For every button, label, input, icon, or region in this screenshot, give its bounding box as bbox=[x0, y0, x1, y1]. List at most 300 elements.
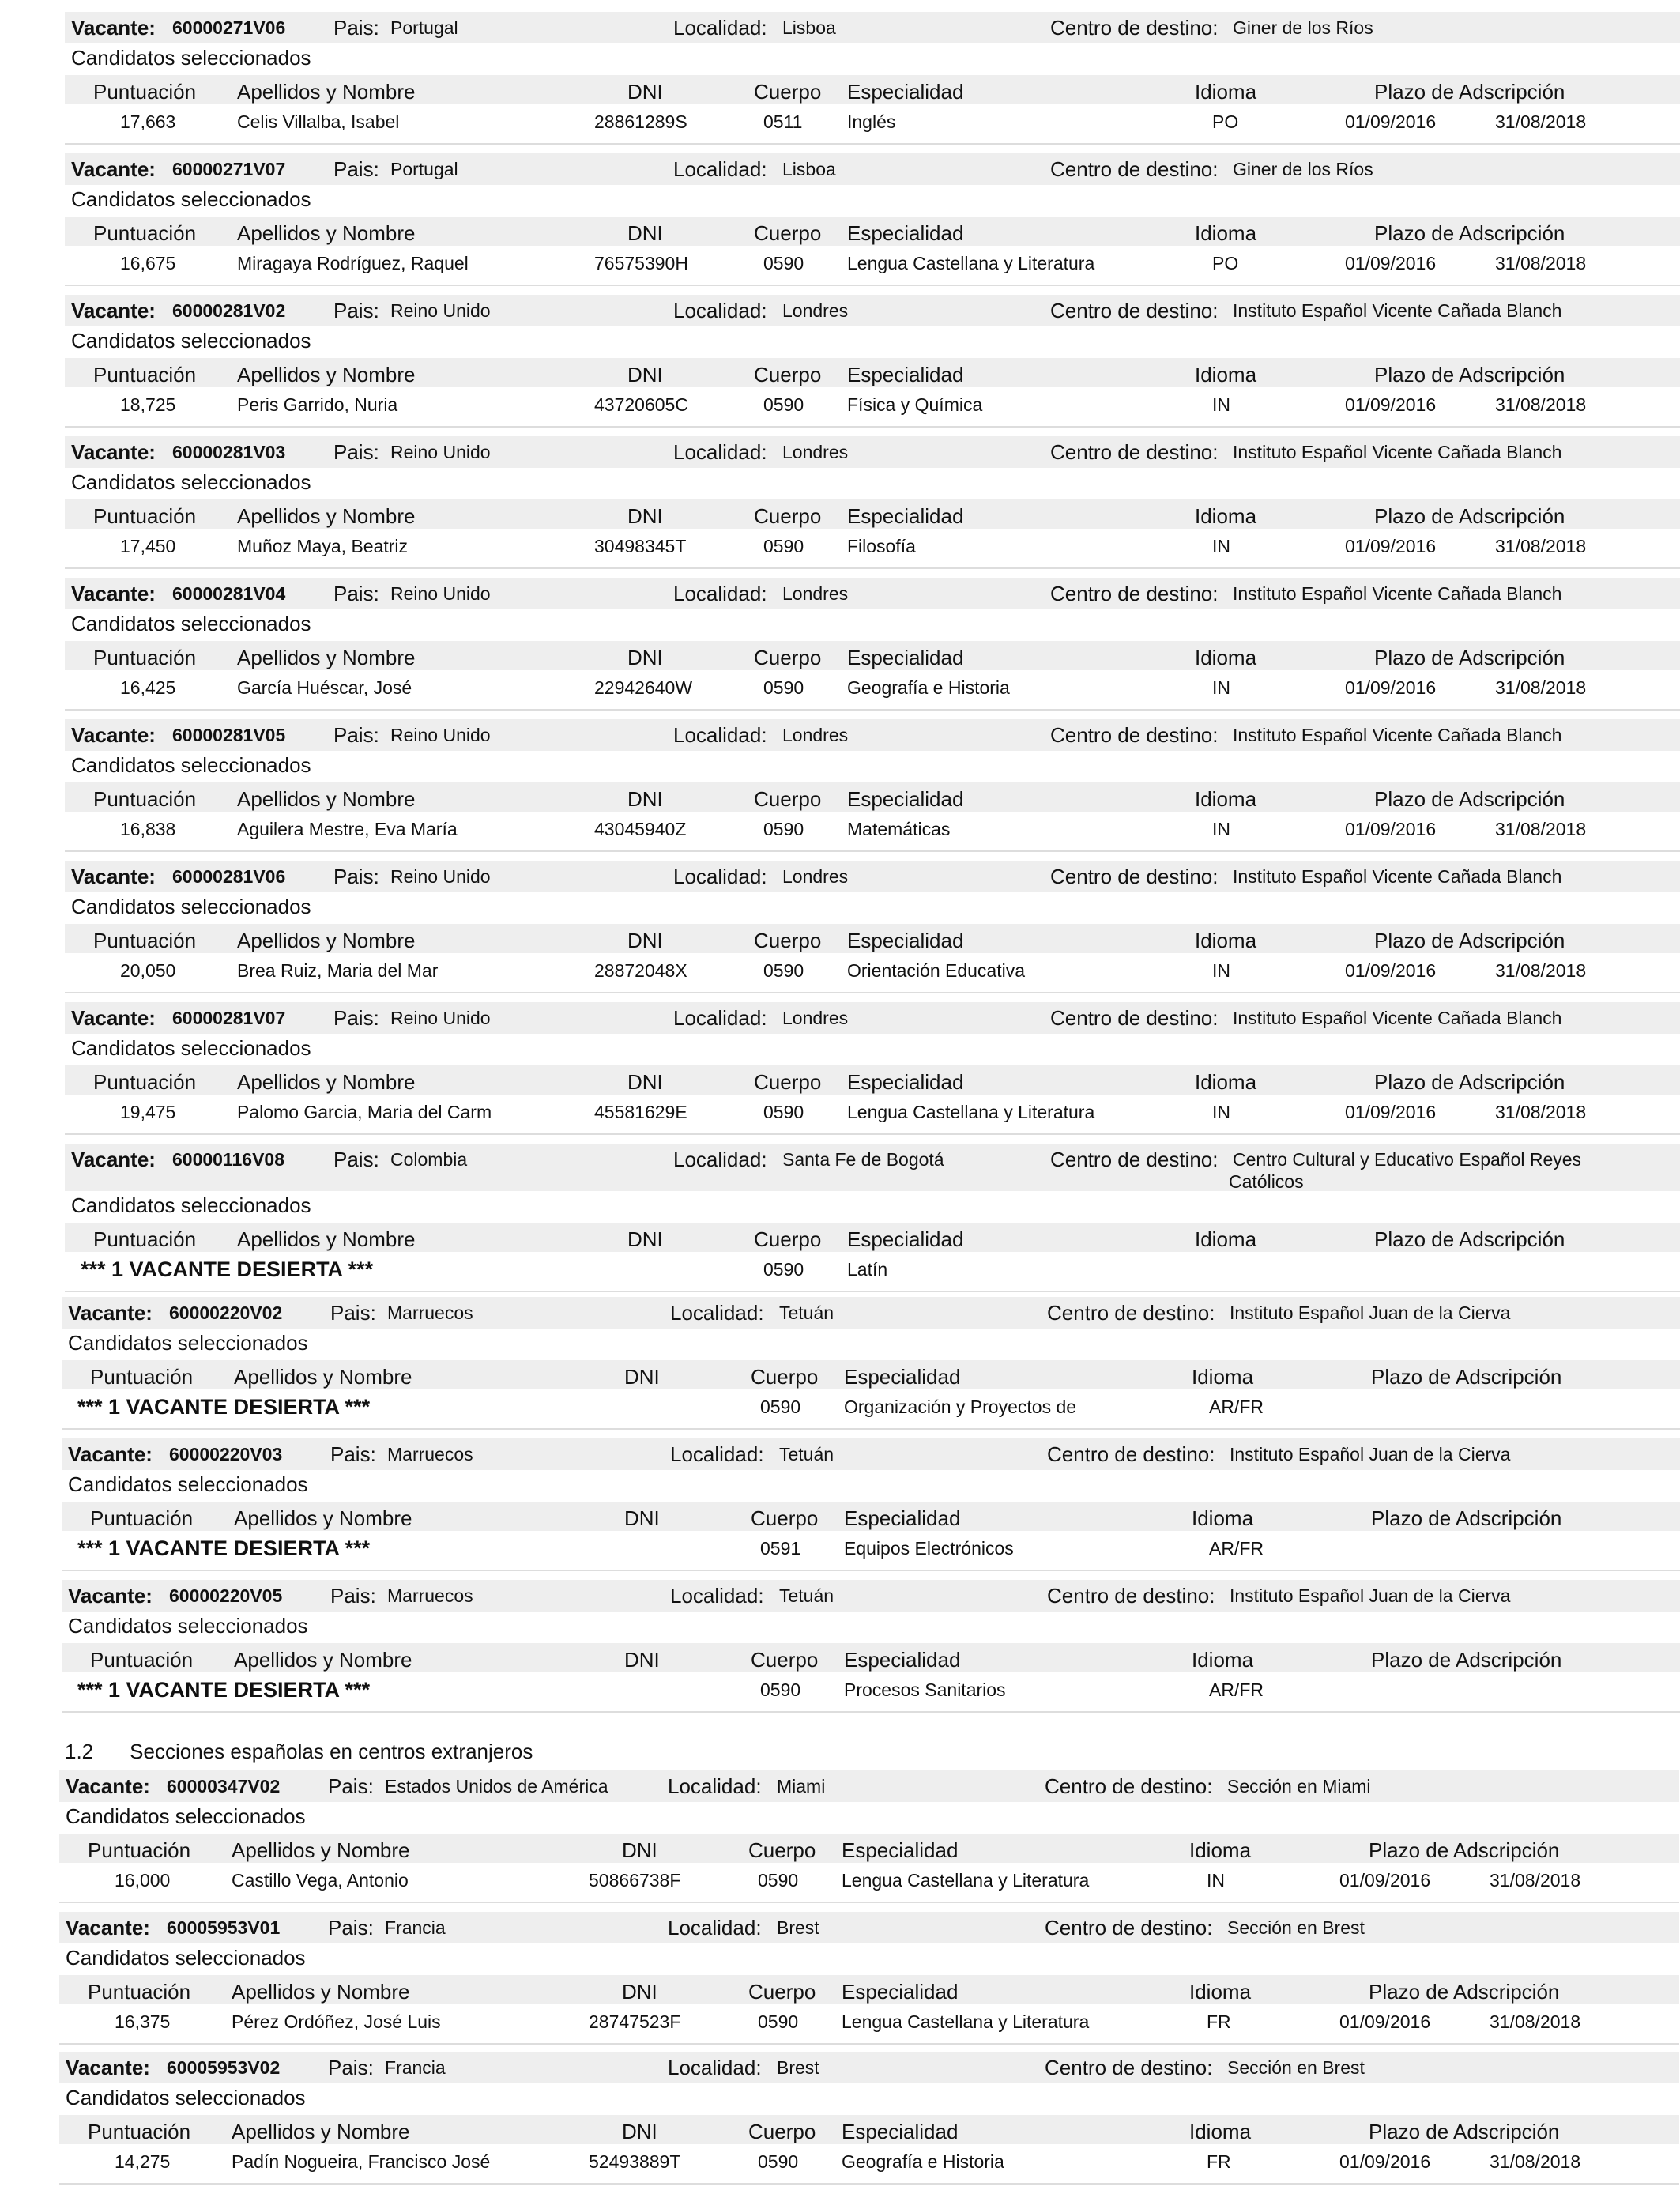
col-especialidad: Especialidad bbox=[847, 646, 964, 669]
vacante-id: 60000281V05 bbox=[172, 725, 286, 745]
cell-cuerpo: 0590 bbox=[763, 1259, 804, 1280]
vacante-label: Vacante: bbox=[66, 1916, 150, 1940]
vacante-id: 60000281V07 bbox=[172, 1008, 286, 1028]
cell-especialidad: Física y Química bbox=[847, 394, 983, 415]
candidatos-label: Candidatos seleccionados bbox=[68, 1472, 308, 1496]
cell-hasta: 31/08/2018 bbox=[1490, 2151, 1581, 2172]
col-especialidad: Especialidad bbox=[842, 1838, 959, 1862]
cell-nombre: Aguilera Mestre, Eva María bbox=[237, 819, 458, 839]
centro-label: Centro de destino: bbox=[1045, 2056, 1213, 2079]
localidad-value: Londres bbox=[782, 725, 849, 745]
cell-puntuacion: 17,450 bbox=[120, 536, 176, 556]
col-plazo: Plazo de Adscripción bbox=[1374, 221, 1565, 245]
col-cuerpo: Cuerpo bbox=[748, 1838, 816, 1862]
cell-dni: 76575390H bbox=[594, 253, 688, 273]
cell-especialidad: Orientación Educativa bbox=[847, 960, 1026, 981]
col-puntuacion: Puntuación bbox=[93, 80, 197, 104]
col-nombre: Apellidos y Nombre bbox=[234, 1506, 412, 1530]
col-cuerpo: Cuerpo bbox=[754, 363, 822, 386]
vacante-label: Vacante: bbox=[71, 723, 156, 747]
pais-label: Pais: bbox=[328, 1916, 374, 1940]
col-dni: DNI bbox=[627, 80, 663, 104]
candidatos-label: Candidatos seleccionados bbox=[71, 329, 311, 352]
centro-value: Instituto Español Juan de la Cierva bbox=[1230, 1444, 1511, 1465]
pais-label: Pais: bbox=[333, 582, 379, 605]
block-divider bbox=[62, 1711, 1680, 1713]
cell-cuerpo: 0590 bbox=[758, 1870, 799, 1891]
col-dni: DNI bbox=[627, 1070, 663, 1094]
localidad-value: Brest bbox=[777, 2057, 819, 2078]
cell-cuerpo: 0590 bbox=[763, 677, 804, 698]
block-divider bbox=[65, 709, 1680, 711]
vacante-id: 60000281V03 bbox=[172, 442, 286, 462]
localidad-label: Localidad: bbox=[673, 1148, 767, 1171]
localidad-value: Santa Fe de Bogotá bbox=[782, 1149, 944, 1170]
col-dni: DNI bbox=[627, 504, 663, 528]
cell-desde: 01/09/2016 bbox=[1339, 2011, 1431, 2032]
col-nombre: Apellidos y Nombre bbox=[232, 1980, 410, 2004]
pais-label: Pais: bbox=[330, 1301, 376, 1325]
pais-value: Reino Unido bbox=[390, 300, 491, 321]
centro-label: Centro de destino: bbox=[1050, 1148, 1219, 1171]
col-puntuacion: Puntuación bbox=[93, 504, 197, 528]
cell-idioma: AR/FR bbox=[1209, 1679, 1264, 1700]
pais-value: Marruecos bbox=[387, 1585, 473, 1606]
vacancy-header-band bbox=[59, 1912, 1679, 1943]
cell-hasta: 31/08/2018 bbox=[1495, 536, 1587, 556]
cell-cuerpo: 0590 bbox=[758, 2151, 799, 2172]
block-divider bbox=[65, 1133, 1680, 1135]
cell-puntuacion: 14,275 bbox=[115, 2151, 171, 2172]
vacante-id: 60000271V07 bbox=[172, 159, 286, 179]
col-plazo: Plazo de Adscripción bbox=[1374, 363, 1565, 386]
pais-label: Pais: bbox=[328, 2056, 374, 2079]
pais-value: Marruecos bbox=[387, 1302, 473, 1323]
col-puntuacion: Puntuación bbox=[90, 1648, 194, 1672]
cell-puntuacion: 20,050 bbox=[120, 960, 176, 981]
candidatos-label: Candidatos seleccionados bbox=[68, 1614, 308, 1638]
centro-label: Centro de destino: bbox=[1050, 1006, 1219, 1030]
col-plazo: Plazo de Adscripción bbox=[1374, 929, 1565, 952]
block-divider bbox=[62, 1570, 1680, 1571]
localidad-value: Lisboa bbox=[782, 159, 836, 179]
centro-label: Centro de destino: bbox=[1050, 440, 1219, 464]
col-nombre: Apellidos y Nombre bbox=[237, 221, 416, 245]
vacante-label: Vacante: bbox=[71, 16, 156, 40]
centro-label: Centro de destino: bbox=[1050, 16, 1219, 40]
localidad-label: Localidad: bbox=[668, 1916, 762, 1940]
localidad-value: Londres bbox=[782, 300, 849, 321]
block-divider bbox=[59, 2183, 1679, 2185]
col-cuerpo: Cuerpo bbox=[754, 221, 822, 245]
vacante-id: 60000347V02 bbox=[167, 1776, 281, 1796]
cell-dni: 43045940Z bbox=[594, 819, 687, 839]
cell-puntuacion: 16,375 bbox=[115, 2011, 171, 2032]
candidatos-label: Candidatos seleccionados bbox=[66, 1946, 306, 1970]
vacante-label: Vacante: bbox=[71, 1006, 156, 1030]
cell-desde: 01/09/2016 bbox=[1345, 111, 1437, 132]
vacante-id: 60000220V03 bbox=[169, 1444, 283, 1465]
col-nombre: Apellidos y Nombre bbox=[237, 646, 416, 669]
cell-hasta: 31/08/2018 bbox=[1495, 1102, 1587, 1122]
col-cuerpo: Cuerpo bbox=[754, 504, 822, 528]
col-idioma: Idioma bbox=[1192, 1506, 1254, 1530]
vacante-id: 60000281V06 bbox=[172, 866, 286, 887]
col-dni: DNI bbox=[627, 221, 663, 245]
col-puntuacion: Puntuación bbox=[93, 787, 197, 811]
col-plazo: Plazo de Adscripción bbox=[1374, 504, 1565, 528]
cell-puntuacion: 16,425 bbox=[120, 677, 176, 698]
cell-dni: 45581629E bbox=[594, 1102, 687, 1122]
col-nombre: Apellidos y Nombre bbox=[237, 363, 416, 386]
cell-idioma: FR bbox=[1207, 2151, 1231, 2172]
localidad-label: Localidad: bbox=[673, 16, 767, 40]
col-plazo: Plazo de Adscripción bbox=[1369, 2120, 1560, 2143]
vacante-label: Vacante: bbox=[71, 299, 156, 322]
pais-label: Pais: bbox=[333, 299, 379, 322]
pais-label: Pais: bbox=[330, 1442, 376, 1466]
pais-value: Estados Unidos de América bbox=[385, 1776, 608, 1796]
cell-dni: 43720605C bbox=[594, 394, 688, 415]
cell-dni: 28872048X bbox=[594, 960, 687, 981]
vacante-label: Vacante: bbox=[71, 440, 156, 464]
col-nombre: Apellidos y Nombre bbox=[237, 504, 416, 528]
col-nombre: Apellidos y Nombre bbox=[237, 80, 416, 104]
block-divider bbox=[65, 567, 1680, 569]
col-idioma: Idioma bbox=[1195, 787, 1257, 811]
centro-label: Centro de destino: bbox=[1050, 582, 1219, 605]
centro-label: Centro de destino: bbox=[1047, 1442, 1215, 1466]
cell-especialidad: Lengua Castellana y Literatura bbox=[847, 253, 1095, 273]
centro-label: Centro de destino: bbox=[1045, 1916, 1213, 1940]
col-puntuacion: Puntuación bbox=[88, 2120, 191, 2143]
section-number: 1.2 bbox=[65, 1740, 94, 1763]
col-especialidad: Especialidad bbox=[847, 1070, 964, 1094]
cell-desde: 01/09/2016 bbox=[1345, 536, 1437, 556]
cell-cuerpo: 0590 bbox=[763, 253, 804, 273]
vacante-id: 60000116V08 bbox=[172, 1149, 284, 1170]
cell-dni: 28747523F bbox=[589, 2011, 681, 2032]
col-idioma: Idioma bbox=[1195, 1227, 1257, 1251]
vacancy-header-band bbox=[65, 153, 1680, 185]
cell-especialidad: Lengua Castellana y Literatura bbox=[847, 1102, 1095, 1122]
pais-value: Reino Unido bbox=[390, 442, 491, 462]
cell-cuerpo: 0590 bbox=[763, 1102, 804, 1122]
pais-label: Pais: bbox=[333, 723, 379, 747]
block-divider bbox=[65, 143, 1680, 145]
centro-value: Instituto Español Vicente Cañada Blanch bbox=[1233, 866, 1562, 887]
cell-especialidad: Inglés bbox=[847, 111, 896, 132]
desierta-note: *** 1 VACANTE DESIERTA *** bbox=[77, 1678, 371, 1702]
localidad-value: Miami bbox=[777, 1776, 826, 1796]
cell-cuerpo: 0590 bbox=[763, 536, 804, 556]
block-divider bbox=[65, 850, 1680, 852]
candidatos-label: Candidatos seleccionados bbox=[71, 895, 311, 918]
localidad-label: Localidad: bbox=[673, 582, 767, 605]
pais-value: Francia bbox=[385, 2057, 446, 2078]
vacante-label: Vacante: bbox=[71, 1148, 156, 1171]
cell-nombre: Padín Nogueira, Francisco José bbox=[232, 2151, 491, 2172]
vacante-id: 60000281V04 bbox=[172, 583, 286, 604]
cell-especialidad: Organización y Proyectos de bbox=[844, 1397, 1077, 1417]
localidad-value: Londres bbox=[782, 866, 849, 887]
col-dni: DNI bbox=[627, 646, 663, 669]
centro-value: Instituto Español Juan de la Cierva bbox=[1230, 1302, 1511, 1323]
cell-cuerpo: 0590 bbox=[763, 819, 804, 839]
cell-cuerpo: 0511 bbox=[763, 111, 803, 132]
col-cuerpo: Cuerpo bbox=[748, 1980, 816, 2004]
block-divider bbox=[62, 1428, 1680, 1430]
col-nombre: Apellidos y Nombre bbox=[232, 2120, 410, 2143]
centro-value: Instituto Español Vicente Cañada Blanch bbox=[1233, 583, 1562, 604]
col-plazo: Plazo de Adscripción bbox=[1371, 1506, 1562, 1530]
cell-puntuacion: 16,675 bbox=[120, 253, 176, 273]
vacante-label: Vacante: bbox=[68, 1442, 153, 1466]
vacante-id: 60000220V02 bbox=[169, 1302, 283, 1323]
cell-hasta: 31/08/2018 bbox=[1495, 819, 1587, 839]
col-idioma: Idioma bbox=[1192, 1648, 1254, 1672]
col-idioma: Idioma bbox=[1195, 929, 1257, 952]
centro-value: Instituto Español Juan de la Cierva bbox=[1230, 1585, 1511, 1606]
col-idioma: Idioma bbox=[1195, 504, 1257, 528]
block-divider bbox=[59, 1902, 1679, 1903]
col-especialidad: Especialidad bbox=[844, 1506, 961, 1530]
centro-label: Centro de destino: bbox=[1050, 865, 1219, 888]
cell-idioma: PO bbox=[1212, 111, 1239, 132]
candidatos-label: Candidatos seleccionados bbox=[71, 1036, 311, 1060]
vacante-label: Vacante: bbox=[68, 1301, 153, 1325]
col-dni: DNI bbox=[624, 1506, 660, 1530]
col-nombre: Apellidos y Nombre bbox=[237, 929, 416, 952]
col-plazo: Plazo de Adscripción bbox=[1371, 1365, 1562, 1389]
centro-value: Giner de los Ríos bbox=[1233, 17, 1373, 38]
col-plazo: Plazo de Adscripción bbox=[1374, 1070, 1565, 1094]
candidatos-label: Candidatos seleccionados bbox=[71, 753, 311, 777]
col-nombre: Apellidos y Nombre bbox=[237, 787, 416, 811]
pais-value: Reino Unido bbox=[390, 866, 491, 887]
vacante-label: Vacante: bbox=[66, 2056, 150, 2079]
col-especialidad: Especialidad bbox=[847, 1227, 964, 1251]
col-especialidad: Especialidad bbox=[847, 787, 964, 811]
cell-especialidad: Geografía e Historia bbox=[847, 677, 1010, 698]
col-nombre: Apellidos y Nombre bbox=[234, 1365, 412, 1389]
candidatos-label: Candidatos seleccionados bbox=[71, 46, 311, 70]
cell-nombre: Pérez Ordóñez, José Luis bbox=[232, 2011, 441, 2032]
centro-label: Centro de destino: bbox=[1050, 299, 1219, 322]
col-nombre: Apellidos y Nombre bbox=[232, 1838, 410, 1862]
cell-dni: 50866738F bbox=[589, 1870, 681, 1891]
col-idioma: Idioma bbox=[1192, 1365, 1254, 1389]
cell-idioma: IN bbox=[1212, 536, 1230, 556]
centro-value: Sección en Miami bbox=[1227, 1776, 1371, 1796]
cell-puntuacion: 17,663 bbox=[120, 111, 176, 132]
cell-idioma: AR/FR bbox=[1209, 1397, 1264, 1417]
col-idioma: Idioma bbox=[1195, 646, 1257, 669]
localidad-label: Localidad: bbox=[673, 299, 767, 322]
cell-desde: 01/09/2016 bbox=[1345, 394, 1437, 415]
col-dni: DNI bbox=[624, 1648, 660, 1672]
cell-nombre: Castillo Vega, Antonio bbox=[232, 1870, 409, 1891]
vacancy-header-band bbox=[59, 1770, 1679, 1802]
cell-idioma: FR bbox=[1207, 2011, 1231, 2032]
cell-cuerpo: 0591 bbox=[760, 1538, 801, 1559]
col-puntuacion: Puntuación bbox=[93, 1227, 197, 1251]
cell-hasta: 31/08/2018 bbox=[1495, 677, 1587, 698]
col-especialidad: Especialidad bbox=[847, 929, 964, 952]
localidad-label: Localidad: bbox=[670, 1584, 764, 1608]
pais-label: Pais: bbox=[333, 440, 379, 464]
localidad-value: Londres bbox=[782, 1008, 849, 1028]
cell-especialidad: Filosofía bbox=[847, 536, 916, 556]
pais-value: Francia bbox=[385, 1917, 446, 1938]
cell-hasta: 31/08/2018 bbox=[1495, 960, 1587, 981]
col-idioma: Idioma bbox=[1195, 1070, 1257, 1094]
cell-nombre: García Huéscar, José bbox=[237, 677, 412, 698]
vacante-id: 60000271V06 bbox=[172, 17, 286, 38]
col-especialidad: Especialidad bbox=[847, 80, 964, 104]
cell-especialidad: Lengua Castellana y Literatura bbox=[842, 1870, 1090, 1891]
cell-desde: 01/09/2016 bbox=[1345, 677, 1437, 698]
cell-cuerpo: 0590 bbox=[760, 1397, 801, 1417]
centro-label: Centro de destino: bbox=[1047, 1301, 1215, 1325]
col-cuerpo: Cuerpo bbox=[748, 2120, 816, 2143]
vacante-label: Vacante: bbox=[71, 157, 156, 181]
vacante-label: Vacante: bbox=[71, 582, 156, 605]
desierta-note: *** 1 VACANTE DESIERTA *** bbox=[77, 1536, 371, 1560]
centro-label: Centro de destino: bbox=[1050, 157, 1219, 181]
localidad-label: Localidad: bbox=[673, 865, 767, 888]
pais-value: Reino Unido bbox=[390, 1008, 491, 1028]
vacancy-header-band bbox=[59, 2052, 1679, 2083]
cell-idioma: IN bbox=[1212, 1102, 1230, 1122]
localidad-value: Lisboa bbox=[782, 17, 836, 38]
cell-nombre: Peris Garrido, Nuria bbox=[237, 394, 398, 415]
cell-especialidad: Lengua Castellana y Literatura bbox=[842, 2011, 1090, 2032]
cell-dni: 22942640W bbox=[594, 677, 693, 698]
col-idioma: Idioma bbox=[1189, 1838, 1252, 1862]
col-nombre: Apellidos y Nombre bbox=[237, 1227, 416, 1251]
cell-dni: 28861289S bbox=[594, 111, 687, 132]
cell-idioma: IN bbox=[1207, 1870, 1225, 1891]
cell-especialidad: Geografía e Historia bbox=[842, 2151, 1004, 2172]
cell-puntuacion: 18,725 bbox=[120, 394, 176, 415]
pais-label: Pais: bbox=[333, 16, 379, 40]
vacante-id: 60000220V05 bbox=[169, 1585, 283, 1606]
col-dni: DNI bbox=[627, 363, 663, 386]
col-cuerpo: Cuerpo bbox=[751, 1506, 819, 1530]
vacante-id: 60005953V02 bbox=[167, 2057, 281, 2078]
col-idioma: Idioma bbox=[1195, 221, 1257, 245]
col-cuerpo: Cuerpo bbox=[754, 80, 822, 104]
desierta-note: *** 1 VACANTE DESIERTA *** bbox=[81, 1257, 374, 1281]
pais-value: Reino Unido bbox=[390, 583, 491, 604]
section-heading bbox=[65, 1740, 533, 1764]
localidad-value: Tetuán bbox=[779, 1585, 834, 1606]
localidad-label: Localidad: bbox=[673, 723, 767, 747]
block-divider bbox=[59, 2043, 1679, 2045]
centro-value-line2: Católicos bbox=[1229, 1171, 1304, 1192]
col-especialidad: Especialidad bbox=[847, 363, 964, 386]
cell-desde: 01/09/2016 bbox=[1345, 1102, 1437, 1122]
centro-value: Sección en Brest bbox=[1227, 1917, 1365, 1938]
cell-cuerpo: 0590 bbox=[763, 960, 804, 981]
centro-value: Giner de los Ríos bbox=[1233, 159, 1373, 179]
localidad-value: Londres bbox=[782, 583, 849, 604]
col-especialidad: Especialidad bbox=[844, 1365, 961, 1389]
col-puntuacion: Puntuación bbox=[93, 929, 197, 952]
col-idioma: Idioma bbox=[1195, 363, 1257, 386]
centro-label: Centro de destino: bbox=[1050, 723, 1219, 747]
vacante-label: Vacante: bbox=[66, 1774, 150, 1798]
col-especialidad: Especialidad bbox=[847, 504, 964, 528]
localidad-label: Localidad: bbox=[673, 1006, 767, 1030]
block-divider bbox=[65, 1291, 1680, 1292]
cell-cuerpo: 0590 bbox=[760, 1679, 801, 1700]
col-puntuacion: Puntuación bbox=[93, 363, 197, 386]
cell-nombre: Brea Ruiz, Maria del Mar bbox=[237, 960, 439, 981]
col-dni: DNI bbox=[627, 929, 663, 952]
col-puntuacion: Puntuación bbox=[88, 1838, 191, 1862]
col-plazo: Plazo de Adscripción bbox=[1369, 1838, 1560, 1862]
cell-idioma: IN bbox=[1212, 394, 1230, 415]
col-plazo: Plazo de Adscripción bbox=[1374, 646, 1565, 669]
candidatos-label: Candidatos seleccionados bbox=[71, 187, 311, 211]
localidad-label: Localidad: bbox=[673, 157, 767, 181]
cell-dni: 52493889T bbox=[589, 2151, 681, 2172]
col-especialidad: Especialidad bbox=[844, 1648, 961, 1672]
pais-value: Marruecos bbox=[387, 1444, 473, 1465]
col-dni: DNI bbox=[627, 1227, 663, 1251]
localidad-label: Localidad: bbox=[670, 1301, 764, 1325]
col-dni: DNI bbox=[627, 787, 663, 811]
centro-label: Centro de destino: bbox=[1045, 1774, 1213, 1798]
localidad-value: Tetuán bbox=[779, 1444, 834, 1465]
cell-desde: 01/09/2016 bbox=[1339, 1870, 1431, 1891]
localidad-label: Localidad: bbox=[668, 2056, 762, 2079]
centro-value: Centro Cultural y Educativo Español Reyes bbox=[1233, 1149, 1582, 1170]
centro-value: Instituto Español Vicente Cañada Blanch bbox=[1233, 300, 1562, 321]
col-dni: DNI bbox=[622, 1838, 657, 1862]
pais-label: Pais: bbox=[333, 157, 379, 181]
desierta-note: *** 1 VACANTE DESIERTA *** bbox=[77, 1395, 371, 1419]
col-cuerpo: Cuerpo bbox=[751, 1648, 819, 1672]
pais-label: Pais: bbox=[328, 1774, 374, 1798]
vacante-id: 60000281V02 bbox=[172, 300, 286, 321]
col-nombre: Apellidos y Nombre bbox=[237, 1070, 416, 1094]
cell-idioma: IN bbox=[1212, 677, 1230, 698]
centro-value: Sección en Brest bbox=[1227, 2057, 1365, 2078]
centro-value: Instituto Español Vicente Cañada Blanch bbox=[1233, 725, 1562, 745]
cell-puntuacion: 16,000 bbox=[115, 1870, 171, 1891]
centro-value: Instituto Español Vicente Cañada Blanch bbox=[1233, 442, 1562, 462]
col-idioma: Idioma bbox=[1189, 2120, 1252, 2143]
col-puntuacion: Puntuación bbox=[93, 646, 197, 669]
col-cuerpo: Cuerpo bbox=[754, 787, 822, 811]
vacancy-header-band bbox=[65, 12, 1680, 43]
cell-cuerpo: 0590 bbox=[758, 2011, 799, 2032]
localidad-label: Localidad: bbox=[670, 1442, 764, 1466]
col-dni: DNI bbox=[622, 2120, 657, 2143]
candidatos-label: Candidatos seleccionados bbox=[71, 1193, 311, 1217]
vacante-label: Vacante: bbox=[71, 865, 156, 888]
candidatos-label: Candidatos seleccionados bbox=[66, 2086, 306, 2109]
cell-hasta: 31/08/2018 bbox=[1490, 1870, 1581, 1891]
cell-desde: 01/09/2016 bbox=[1339, 2151, 1431, 2172]
col-puntuacion: Puntuación bbox=[88, 1980, 191, 2004]
localidad-label: Localidad: bbox=[673, 440, 767, 464]
centro-value: Instituto Español Vicente Cañada Blanch bbox=[1233, 1008, 1562, 1028]
cell-nombre: Palomo Garcia, Maria del Carm bbox=[237, 1102, 492, 1122]
